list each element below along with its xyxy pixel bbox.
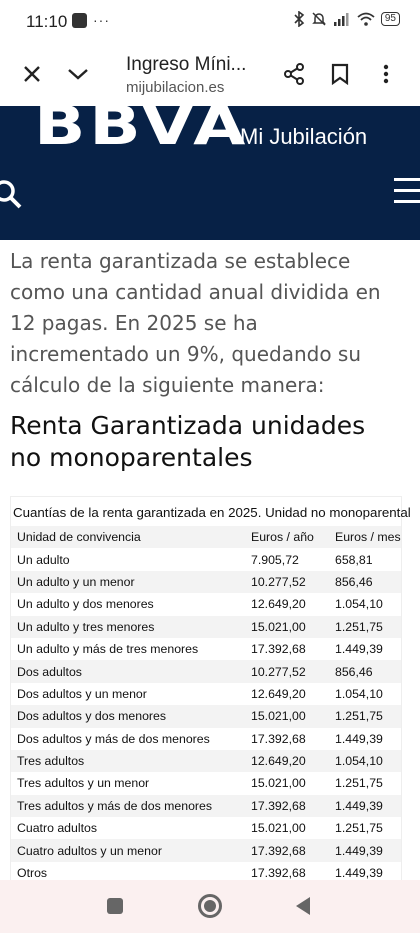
row-label-cell: Dos adultos (11, 660, 245, 682)
annual-value-cell: 17.392,68 (251, 642, 306, 657)
table-row (11, 705, 401, 727)
table-row (11, 817, 401, 839)
table-row (11, 616, 401, 638)
back-icon[interactable] (296, 897, 310, 915)
chevron-down-icon[interactable] (64, 60, 92, 88)
article-content (0, 240, 420, 880)
row-label-cell: Cuatro adultos y un menor (11, 839, 245, 861)
row-label-cell: Cuatro adultos (17, 821, 97, 836)
monthly-value-cell: 856,46 (329, 571, 401, 593)
annual-value-cell: 12.649,20 (245, 750, 329, 772)
more-notifications-icon: ··· (93, 12, 110, 28)
annual-value-cell: 10.277,52 (245, 571, 329, 593)
notification-icons (72, 12, 110, 28)
annual-value-cell: 7.905,72 (251, 552, 299, 567)
annual-value-cell: 17.392,68 (245, 839, 329, 861)
row-label-cell: Dos adultos y más de dos menores (17, 731, 210, 746)
monthly-value-cell: 1.054,10 (335, 686, 383, 701)
system-nav-bar (0, 880, 420, 933)
annual-value-cell: 15.021,00 (251, 776, 306, 791)
table-row (11, 638, 401, 660)
annual-value-cell: 17.392,68 (245, 795, 329, 817)
browser-toolbar (0, 44, 420, 106)
bookmark-icon[interactable] (326, 60, 354, 88)
header-cell: Unidad de convivencia (11, 526, 245, 548)
monthly-value-cell: 1.251,75 (335, 776, 383, 791)
row-label-cell: Tres adultos (11, 750, 245, 772)
close-icon[interactable] (18, 60, 46, 88)
table-row (11, 728, 401, 750)
row-label-cell: Un adulto y tres menores (11, 616, 245, 638)
row-label-cell: Tres adultos y más de dos menores (11, 795, 245, 817)
table-row (11, 772, 401, 794)
row-label-cell: Un adulto y un menor (11, 571, 245, 593)
more-vert-icon[interactable] (372, 60, 400, 88)
monthly-value-cell: 1.449,39 (329, 795, 401, 817)
table-row (11, 660, 401, 682)
wifi-icon (357, 12, 375, 26)
table-row (11, 571, 401, 593)
status-bar (0, 0, 420, 44)
monthly-value-cell: 1.449,39 (335, 731, 383, 746)
row-label-cell: Un adulto y más de tres menores (17, 642, 199, 657)
system-icons (293, 11, 400, 27)
section-heading: Renta Garantizada unidades no monoparentales (10, 411, 366, 472)
page-title: Ingreso Míni... (126, 54, 247, 75)
row-label-cell: Un adulto y dos menores (17, 597, 154, 612)
search-icon[interactable] (0, 178, 26, 212)
annual-value-cell: 12.649,20 (251, 686, 306, 701)
annual-value-cell: 15.021,00 (251, 821, 306, 836)
app-notification-icon (72, 13, 87, 28)
monthly-value-cell: 1.251,75 (335, 821, 383, 836)
annual-value-cell: 17.392,68 (251, 731, 306, 746)
recent-apps-icon[interactable] (107, 898, 123, 914)
monthly-value-cell: 856,46 (329, 660, 401, 682)
annual-value-cell: 12.649,20 (251, 597, 306, 612)
site-subbrand[interactable]: Mi Jubilación (240, 124, 368, 149)
table-row (11, 839, 401, 861)
header-cell: Euros / año (245, 526, 329, 548)
status-time: 11:10 (26, 12, 68, 31)
table-row (11, 683, 401, 705)
table-row (11, 548, 401, 570)
header-cell: Euros / mes (329, 526, 401, 548)
monthly-value-cell: 1.449,39 (329, 839, 401, 861)
silent-bell-icon (311, 11, 327, 27)
table-header-row (11, 526, 401, 548)
site-header (0, 106, 420, 240)
hamburger-menu-icon[interactable] (394, 178, 420, 212)
share-icon[interactable] (280, 60, 308, 88)
monthly-value-cell: 1.449,39 (335, 866, 383, 880)
table-caption: Cuantías de la renta garantizada en 2025. Unidad no monoparental (13, 505, 411, 520)
monthly-value-cell: 658,81 (335, 552, 373, 567)
monthly-value-cell: 1.251,75 (329, 616, 401, 638)
row-label-cell: Dos adultos y un menor (17, 686, 147, 701)
intro-paragraph: La renta garantizada se establece como una cantidad anual dividida en 12 pagas. En 2025 se ha incrementado un 9%, quedando su cálculo de la siguiente manera: (10, 249, 381, 397)
table-row (11, 750, 401, 772)
renta-table (10, 496, 411, 880)
annual-value-cell: 15.021,00 (245, 705, 329, 727)
annual-value-cell: 10.277,52 (245, 660, 329, 682)
row-label-cell: Tres adultos y un menor (17, 776, 150, 791)
table-row (11, 593, 401, 615)
signal-icon (333, 12, 351, 26)
annual-value-cell: 17.392,68 (251, 866, 306, 880)
row-label-cell: Otros (17, 866, 48, 880)
monthly-value-cell: 1.054,10 (329, 750, 401, 772)
monthly-value-cell: 1.054,10 (335, 597, 383, 612)
renta-data-table (11, 526, 401, 880)
bbva-logo[interactable]: BBVA (34, 106, 250, 157)
row-label-cell: Un adulto (17, 552, 70, 567)
battery-icon: 95 (381, 12, 400, 26)
monthly-value-cell: 1.251,75 (329, 705, 401, 727)
row-label-cell: Dos adultos y dos menores (11, 705, 245, 727)
table-row (11, 862, 401, 880)
monthly-value-cell: 1.449,39 (335, 642, 383, 657)
annual-value-cell: 15.021,00 (245, 616, 329, 638)
home-icon[interactable] (198, 894, 222, 918)
table-row (11, 795, 401, 817)
bluetooth-icon (293, 11, 305, 27)
page-url: mijubilacion.es (126, 79, 225, 96)
